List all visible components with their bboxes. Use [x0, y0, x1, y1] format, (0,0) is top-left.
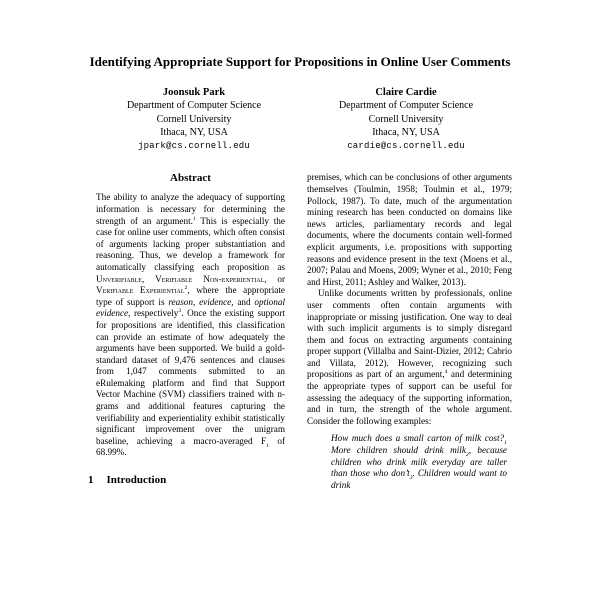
two-column-body: [88, 172, 512, 491]
section-number: 1: [88, 474, 94, 487]
author-name: Claire Cardie: [375, 86, 437, 98]
introduction-heading: [88, 474, 293, 486]
author-department: Department of Computer Science: [126, 100, 262, 112]
left-column: [88, 172, 293, 491]
author-university: Cornell University: [368, 113, 444, 125]
abstract-heading: Abstract: [170, 172, 211, 185]
paper-title: Identifying Appropriate Support for Propositions in Online User Comments: [89, 54, 511, 69]
author-section: [88, 86, 512, 154]
example-quote: How much does a small carton of milk $\cos t?_1$ More children should drink milk$_2$, because children who drink milk everyday are taller than those who $don’t_3$. Children would want to drink: [331, 433, 507, 490]
author-university: Cornell University: [156, 113, 232, 125]
author-name: Joonsuk Park: [162, 86, 226, 98]
author-email: jpark@cs.cornell.edu: [137, 140, 251, 151]
author-location: Ithaca, NY, USA: [372, 127, 440, 139]
right-column: [307, 172, 512, 491]
author-block: [300, 86, 512, 154]
body-paragraph-continuation: premises, which can be conclusions of other arguments themselves (Toulmin, 1958; Toulmin et al., 1979; Pollock, 1987). To date, much of the argumentation mining research has been conducted on domains like news articles, parliamentary records and legal documents, where the documents contain well-formed explicit arguments, i.e. propositions with supporting reasons and evidence present in the text (Moens et al., 2007; Palau and Moens, 2009; Wyner et al., 2010; Feng and Hirst, 2011; Ashley and Walker, 2013).: [307, 172, 512, 287]
author-email: cardie@cs.cornell.edu: [347, 140, 465, 151]
body-paragraph: Unlike documents written by professionals, online user comments often contain arguments with inappropriate or missing justification. One way to deal with such implicit arguments is to simply disregard them and focus on extracting arguments containing proper support (Villalba and Saint-Dizier, 2012; Cabrio and Villata, 2012). However, recognizing such propositions as part of an argument,$^4$ and determining the appropriate types of support can be useful for assessing the adequacy of the supporting information, and in turn, the strength of the whole argument. Consider the following examples:: [307, 288, 512, 426]
abstract-text: The ability to analyze the adequacy of supporting information is necessary for determining the strength of an argument.$^1$ This is especially the case for online user comments, which often consist of arguments lacking proper substantiation and reasoning. Thus, we develop a framework for automatically classifying each proposition as Unverifiable, Verifiable Non-experiential, or Verifiable Experiential$^2$, where the appropriate type of support is reason, evidence, and optional evidence, respectively$^3$. Once the existing support for propositions are identified, this classification can provide an estimate of how adequately the arguments have been supported. We build a gold-standard dataset of 9,476 sentences and clauses from 1,047 comments submitted to an eRulemaking platform and find that Support Vector Machine (SVM) classifiers trained with n-grams and additional features capturing the verifiability and experientiality exhibit statistically significant improvement over the unigram baseline, achieving a macro-averaged $F_1$ of 68.99%.: [96, 192, 286, 458]
section-title: Introduction: [106, 474, 167, 487]
author-location: Ithaca, NY, USA: [160, 127, 228, 139]
author-department: Department of Computer Science: [338, 100, 474, 112]
author-block: [88, 86, 300, 154]
